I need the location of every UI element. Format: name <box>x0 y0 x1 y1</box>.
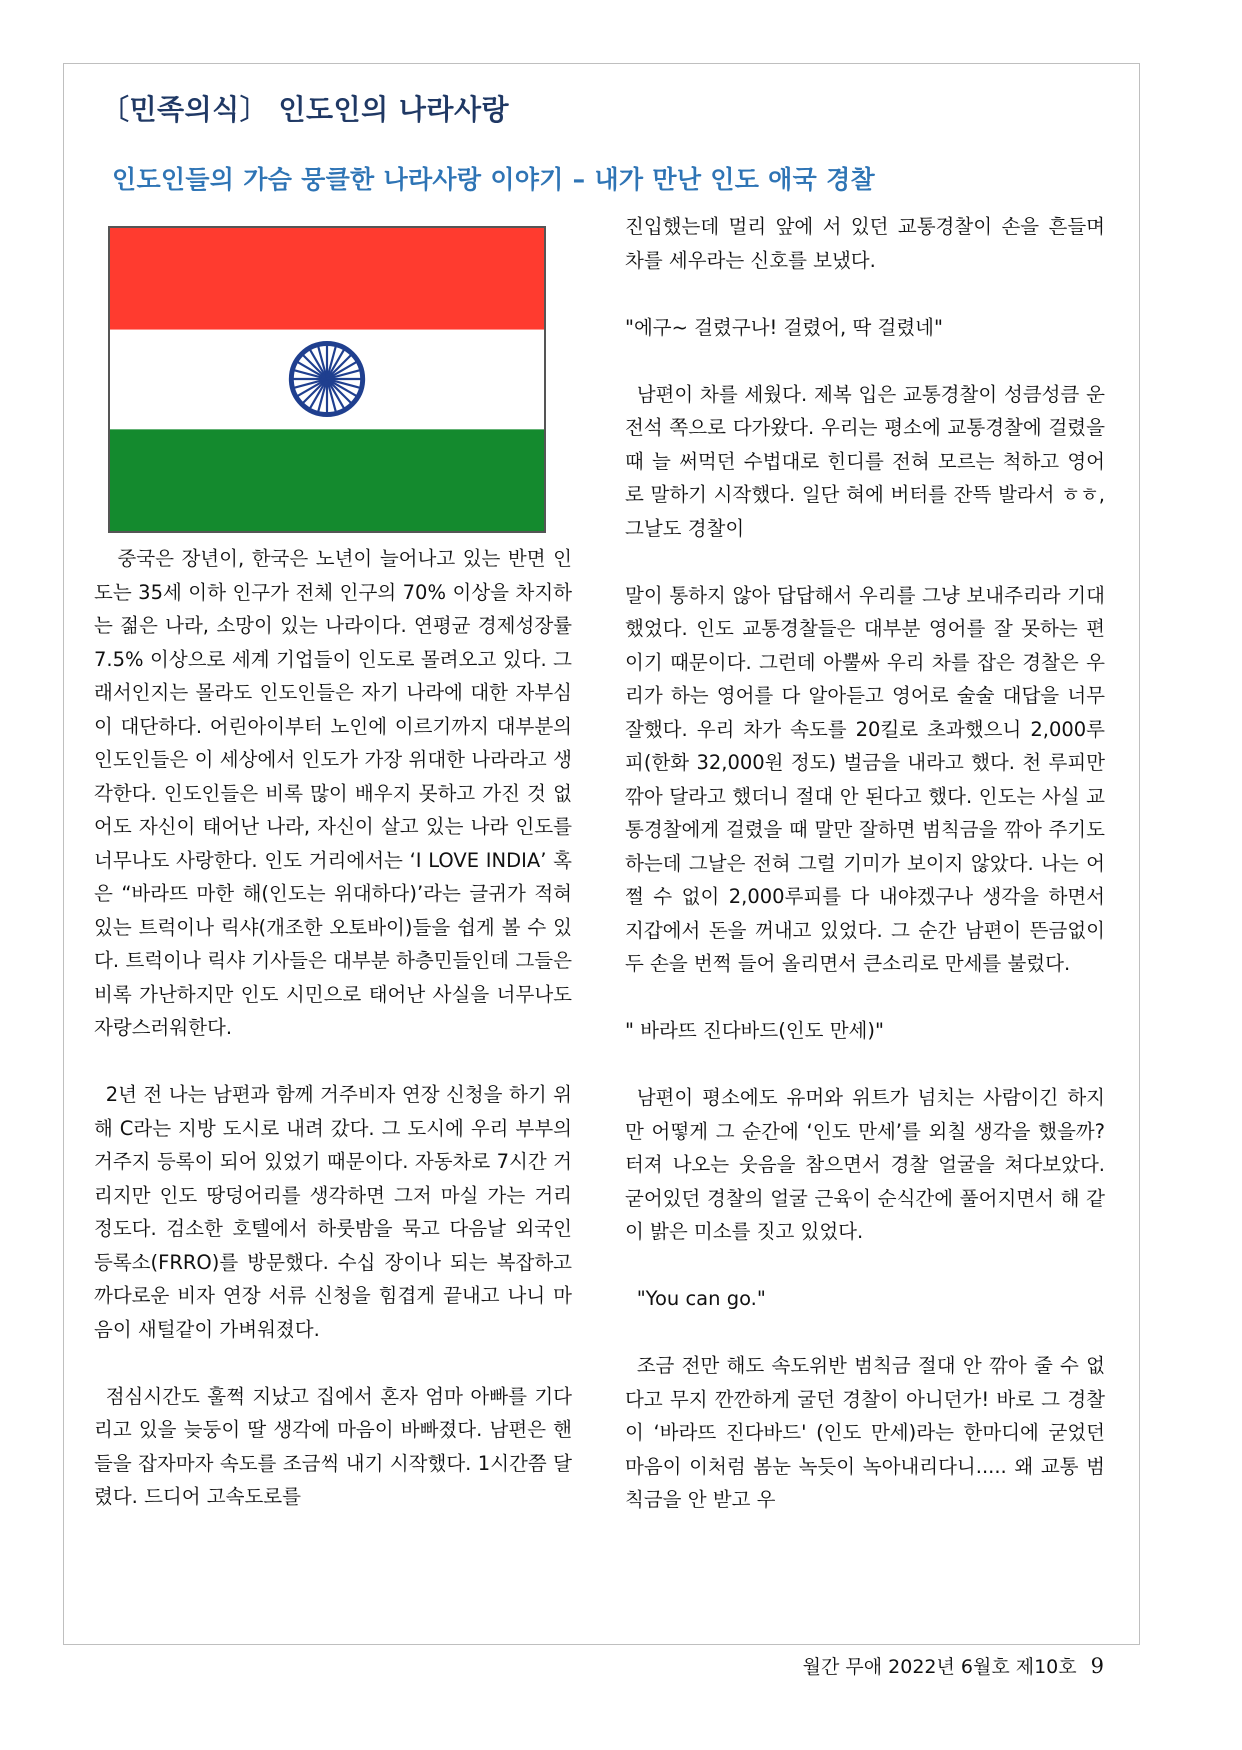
india-flag-image <box>108 226 546 533</box>
quote: "You can go." <box>636 1287 766 1310</box>
paragraph: 남편이 평소에도 유머와 위트가 넘치는 사람이긴 하지만 어떻게 그 순간에 ‘인도 만세’를 외칠 생각을 했을까? 터져 나오는 웃음을 참으면서 경찰 얼굴을 쳐다보았다. 굳어있던 경찰의 얼굴 근육이 순식간에 풀어지면서 해 같이 밝은 미소를 짓고 있었다. <box>625 1086 1105 1243</box>
page-footer <box>803 1652 1104 1679</box>
ashoka-chakra-icon <box>291 343 362 414</box>
article-subtitle: 인도인들의 가슴 뭉클한 나라사랑 이야기 – 내가 만난 인도 애국 경찰 <box>112 165 875 194</box>
flag-top-stripe <box>110 228 544 330</box>
quote: "에구~ 걸렸구나! 걸렸어, 딱 걸렸네" <box>625 315 943 339</box>
paragraph: 점심시간도 훌쩍 지났고 집에서 혼자 엄마 아빠를 기다리고 있을 늦둥이 딸 생각에 마음이 바빠졌다. 남편은 핸들을 잡자마자 속도를 조금씩 내기 시작했다. 1시간쯤 달렸다. 드디어 고속도로를 <box>94 1384 572 1508</box>
right-column <box>625 210 1105 1517</box>
left-column <box>94 542 572 1514</box>
paragraph: 말이 통하지 않아 답답해서 우리를 그냥 보내주리라 기대했었다. 인도 교통경찰들은 대부분 영어를 잘 못하는 편이기 때문이다. 그런데 아뿔싸 우리 차를 잡은 경찰은 우리가 하는 영어를 다 알아듣고 영어로 술술 대답을 너무 잘했다. 우리 차가 속도를 20킬로 초과했으니 2,000루피(한화 32,000원 정도) 벌금을 내라고 했다. 천 루피만 깎아 달라고 했더니 절대 안 된다고 했다. 인도는 사실 교통경찰에게 걸렸을 때 말만 잘하면 범칙금을 깎아 주기도 하는데 그날은 전혀 그럴 기미가 보이지 않았다. 나는 어쩔 수 없이 2,000루피를 다 내야겠구나 생각을 하면서 지갑에서 돈을 꺼내고 있었다. 그 순간 남편이 뜬금없이 두 손을 번쩍 들어 올리면서 큰소리로 만세를 불렀다. <box>625 583 1105 975</box>
magazine-issue: 월간 무애 2022년 6월호 제10호 <box>802 1656 1077 1678</box>
paragraph: 2년 전 나는 남편과 함께 거주비자 연장 신청을 하기 위해 C라는 지방 도시로 내려 갔다. 그 도시에 우리 부부의 거주지 등록이 되어 있었기 때문이다. 자동차로 7시간 거리지만 인도 땅덩어리를 생각하면 그저 마실 가는 거리 정도다. 검소한 호텔에서 하룻밤을 묵고 다음날 외국인 등록소(FRRO)를 방문했다. 수십 장이나 되는 복잡하고 까다로운 비자 연장 서류 신청을 힘겹게 끝내고 나니 마음이 새털같이 가벼워졌다. <box>94 1083 572 1341</box>
page-number: 9 <box>1090 1654 1104 1678</box>
article-title: 〔민족의식〕 인도인의 나라사랑 <box>101 93 510 126</box>
flag-bottom-stripe <box>110 429 544 531</box>
quote: " 바라뜨 진다바드(인도 만세)" <box>625 1019 884 1042</box>
paragraph: 남편이 차를 세웠다. 제복 입은 교통경찰이 성큼성큼 운전석 쪽으로 다가왔다. 우리는 평소에 교통경찰에 걸렸을 때 늘 써먹던 수법대로 힌디를 전혀 모르는 척하고 영어로 말하기 시작했다. 일단 혀에 버터를 잔뜩 발라서 ㅎㅎ, 그날도 경찰이 <box>625 382 1105 540</box>
paragraph: 조금 전만 해도 속도위반 범칙금 절대 안 깎아 줄 수 없다고 무지 깐깐하게 굴던 경찰이 아니던가! 바로 그 경찰이 ‘바라뜨 진다바드' (인도 만세)라는 한마디에 굳었던 마음이 이처럼 봄눈 녹듯이 녹아내리다니..... 왜 교통 범칙금을 안 받고 우 <box>625 1354 1105 1511</box>
paragraph: 진입했는데 멀리 앞에 서 있던 교통경찰이 손을 흔들며 차를 세우라는 신호를 보냈다. <box>625 215 1105 272</box>
paragraph: 중국은 장년이, 한국은 노년이 늘어나고 있는 반면 인도는 35세 이하 인구가 전체 인구의 70% 이상을 차지하는 젊은 나라, 소망이 있는 나라이다. 연평균 경제성장률 7.5% 이상으로 세계 기업들이 인도로 몰려오고 있다. 그래서인지는 몰라도 인도인들은 자기 나라에 대한 자부심이 대단하다. 어린아이부터 노인에 이르기까지 대부분의 인도인들은 이 세상에서 인도가 가장 위대한 나라라고 생각한다. 인도인들은 비록 많이 배우지 못하고 가진 것 없어도 자신이 태어난 나라, 자신이 살고 있는 나라 인도를 너무나도 사랑한다. 인도 거리에서는 ‘I LOVE INDIA’ 혹은 “바라뜨 마한 해(인도는 위대하다)’라는 글귀가 적혀있는 트럭이나 릭샤(개조한 오토바이)들을 쉽게 볼 수 있다. 트럭이나 릭샤 기사들은 대부분 하층민들인데 그들은 비록 가난하지만 인도 시민으로 태어난 사실을 너무나도 자랑스러워한다. <box>94 547 572 1039</box>
